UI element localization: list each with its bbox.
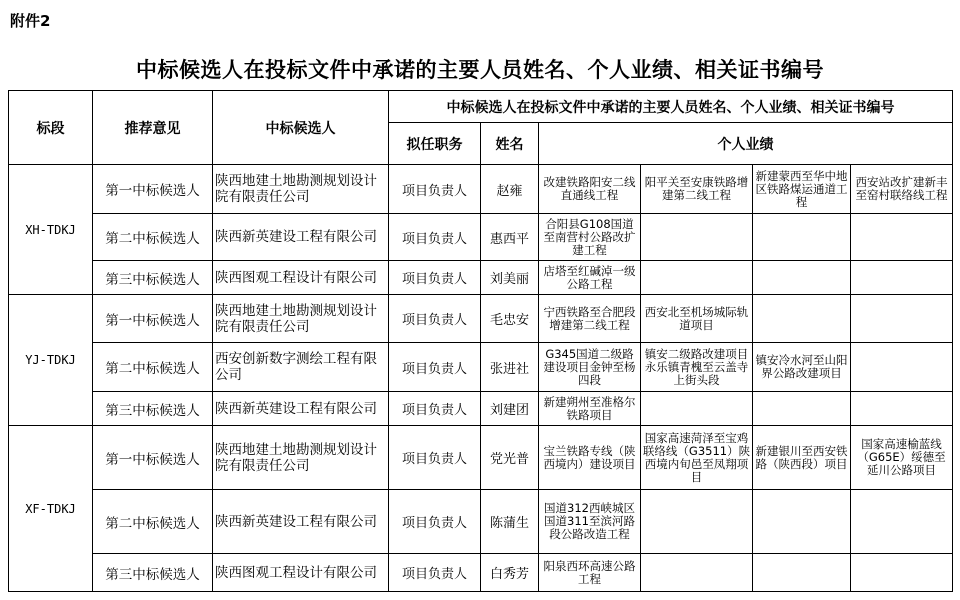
recommendation-cell: 第二中标候选人: [93, 214, 213, 261]
achievement-cell: [641, 554, 753, 592]
achievement-cell: 阳平关至安康铁路增建第二线工程: [641, 165, 753, 214]
candidate-cell: 陕西新英建设工程有限公司: [213, 392, 389, 426]
header-section: 标段: [9, 91, 93, 165]
achievement-cell: 新建朔州至准格尔铁路项目: [539, 392, 641, 426]
achievement-cell: [753, 490, 851, 554]
achievement-cell: 合阳县G108国道至南营村公路改扩建工程: [539, 214, 641, 261]
candidate-cell: 陕西新英建设工程有限公司: [213, 490, 389, 554]
recommendation-cell: 第一中标候选人: [93, 426, 213, 490]
achievement-cell: G345国道二级路建设项目金钟至杨四段: [539, 343, 641, 392]
achievement-cell: 宝兰铁路专线（陕西境内）建设项目: [539, 426, 641, 490]
achievement-cell: 镇安冷水河至山阳界公路改建项目: [753, 343, 851, 392]
achievement-cell: [641, 490, 753, 554]
achievement-cell: [753, 214, 851, 261]
achievement-cell: [851, 261, 953, 295]
recommendation-cell: 第二中标候选人: [93, 490, 213, 554]
table-row: [9, 295, 953, 343]
achievement-cell: 西安站改扩建新丰至窑村联络线工程: [851, 165, 953, 214]
name-cell: 赵雍: [481, 165, 539, 214]
achievement-cell: [851, 490, 953, 554]
achievement-cell: [851, 554, 953, 592]
table-row: [9, 554, 953, 592]
achievement-cell: [753, 554, 851, 592]
table-row: [9, 261, 953, 295]
header-name: 姓名: [481, 123, 539, 165]
candidate-cell: 陕西地建土地勘测规划设计院有限责任公司: [213, 165, 389, 214]
table-row: [9, 214, 953, 261]
recommendation-cell: 第二中标候选人: [93, 343, 213, 392]
name-cell: 刘美丽: [481, 261, 539, 295]
header-candidate: 中标候选人: [213, 91, 389, 165]
table-row: [9, 490, 953, 554]
name-cell: 党光普: [481, 426, 539, 490]
achievement-cell: [753, 261, 851, 295]
achievement-cell: [851, 392, 953, 426]
section-code: XF-TDKJ: [9, 426, 93, 592]
position-cell: 项目负责人: [389, 392, 481, 426]
achievement-cell: 国道312西峡城区国道311至滨河路段公路改造工程: [539, 490, 641, 554]
position-cell: 项目负责人: [389, 554, 481, 592]
achievement-cell: [641, 392, 753, 426]
position-cell: 项目负责人: [389, 295, 481, 343]
achievement-cell: 国家高速榆蓝线（G65E）绥德至延川公路项目: [851, 426, 953, 490]
achievement-cell: 新建蒙西至华中地区铁路煤运通道工程: [753, 165, 851, 214]
table-row: [9, 343, 953, 392]
header-recommendation: 推荐意见: [93, 91, 213, 165]
attachment-label: 附件2: [10, 12, 51, 30]
achievement-cell: 阳泉西环高速公路工程: [539, 554, 641, 592]
name-cell: 毛忠安: [481, 295, 539, 343]
position-cell: 项目负责人: [389, 261, 481, 295]
table-body: [9, 165, 953, 592]
candidate-cell: 陕西图观工程设计有限公司: [213, 554, 389, 592]
name-cell: 惠西平: [481, 214, 539, 261]
achievement-cell: [851, 214, 953, 261]
achievement-cell: [641, 261, 753, 295]
header-achievements: 个人业绩: [539, 123, 953, 165]
recommendation-cell: 第三中标候选人: [93, 554, 213, 592]
name-cell: 刘建团: [481, 392, 539, 426]
position-cell: 项目负责人: [389, 165, 481, 214]
achievement-cell: 西安北至机场城际轨道项目: [641, 295, 753, 343]
achievement-cell: [753, 392, 851, 426]
header-group: 中标候选人在投标文件中承诺的主要人员姓名、个人业绩、相关证书编号: [389, 91, 953, 123]
position-cell: 项目负责人: [389, 214, 481, 261]
candidate-cell: 陕西新英建设工程有限公司: [213, 214, 389, 261]
candidates-table: [8, 90, 953, 592]
achievement-cell: 镇安二级路改建项目永乐镇青槐至云盖寺上街头段: [641, 343, 753, 392]
name-cell: 张进社: [481, 343, 539, 392]
position-cell: 项目负责人: [389, 490, 481, 554]
achievement-cell: [851, 295, 953, 343]
achievement-cell: 新建银川至西安铁路（陕西段）项目: [753, 426, 851, 490]
document-title: 中标候选人在投标文件中承诺的主要人员姓名、个人业绩、相关证书编号: [136, 58, 824, 82]
recommendation-cell: 第三中标候选人: [93, 261, 213, 295]
candidate-cell: 陕西地建土地勘测规划设计院有限责任公司: [213, 426, 389, 490]
candidate-cell: 陕西图观工程设计有限公司: [213, 261, 389, 295]
header-position: 拟任职务: [389, 123, 481, 165]
position-cell: 项目负责人: [389, 426, 481, 490]
table-row: [9, 392, 953, 426]
achievement-cell: 国家高速菏泽至宝鸡联络线（G3511）陕西境内旬邑至凤翔项目: [641, 426, 753, 490]
name-cell: 白秀芳: [481, 554, 539, 592]
candidate-cell: 西安创新数字测绘工程有限公司: [213, 343, 389, 392]
candidate-cell: 陕西地建土地勘测规划设计院有限责任公司: [213, 295, 389, 343]
table-row: [9, 426, 953, 490]
table-row: [9, 165, 953, 214]
section-code: YJ-TDKJ: [9, 295, 93, 426]
recommendation-cell: 第一中标候选人: [93, 165, 213, 214]
achievement-cell: [641, 214, 753, 261]
name-cell: 陈蒲生: [481, 490, 539, 554]
achievement-cell: 店塔至红碱淖一级公路工程: [539, 261, 641, 295]
achievement-cell: 宁西铁路至合肥段增建第二线工程: [539, 295, 641, 343]
section-code: XH-TDKJ: [9, 165, 93, 295]
achievement-cell: 改建铁路阳安二线直通线工程: [539, 165, 641, 214]
achievement-cell: [851, 343, 953, 392]
position-cell: 项目负责人: [389, 343, 481, 392]
achievement-cell: [753, 295, 851, 343]
recommendation-cell: 第一中标候选人: [93, 295, 213, 343]
recommendation-cell: 第三中标候选人: [93, 392, 213, 426]
